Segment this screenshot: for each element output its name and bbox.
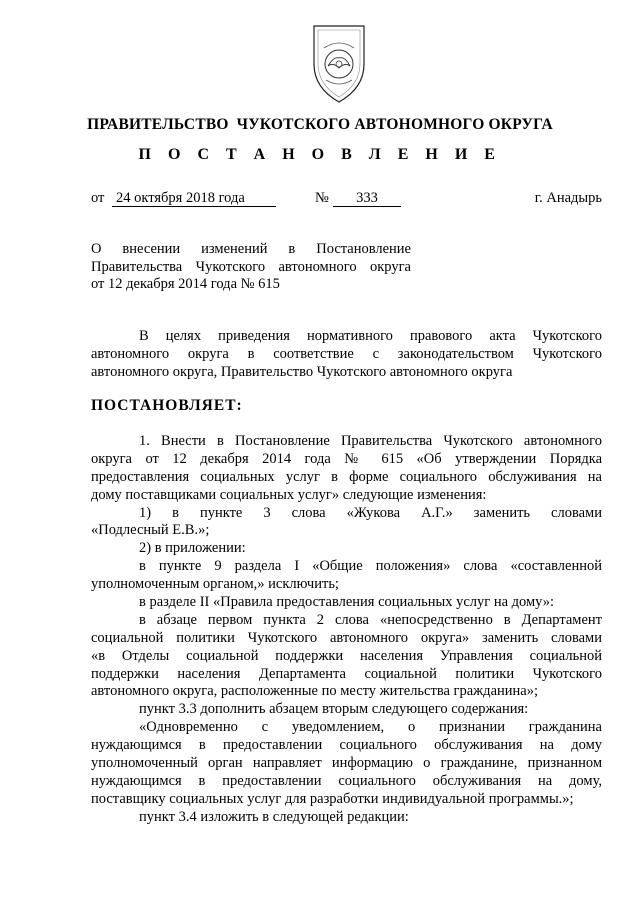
- body-line: поддержки населения Департамента социальной политики Чукотского: [91, 665, 602, 682]
- body-line: округа от 12 декабря 2014 года № 615 «Об утверждении Порядка: [91, 450, 602, 467]
- body-line: автономного округа, расположенные по месту жительства гражданина»;: [91, 683, 538, 700]
- body-line: 1. Внести в Постановление Правительства Чукотского автономного: [139, 433, 602, 449]
- body-line: 1) в пункте 3 слова «Жукова А.Г.» заменить словами: [139, 504, 602, 521]
- subject-line: Правительства Чукотского автономного округа: [91, 258, 411, 275]
- coat-of-arms-emblem: [304, 22, 374, 106]
- preamble-line: автономного округа, Правительство Чукотского автономного округа: [91, 363, 513, 380]
- body-line: «Подлесный Е.В.»;: [91, 522, 210, 539]
- date-number-line: [91, 190, 602, 208]
- body-line: дому поставщиками социальных услуг» следующие изменения:: [91, 486, 487, 503]
- body-line: нуждающимся в предоставлении социального обслуживания на дому: [91, 737, 602, 754]
- body-line: 2) в приложении:: [139, 540, 246, 557]
- body-line: «в Отделы социальной поддержки населения Управления социальной: [91, 647, 602, 664]
- preamble-line: автономного округа в соответствие с законодательством Чукотского: [91, 345, 602, 362]
- body-line: пункт 3.4 изложить в следующей редакции:: [139, 808, 409, 825]
- decree-number: 333: [333, 190, 401, 207]
- preamble-line: В целях приведения нормативного правового акта Чукотского: [139, 328, 602, 344]
- body-line: в разделе II «Правила предоставления социальных услуг на дому»:: [139, 594, 555, 611]
- main-text: [91, 433, 602, 827]
- body-line: «Одновременно с уведомлением, о признании гражданина: [139, 719, 602, 736]
- body-line: уполномоченный орган направляет информацию о гражданине, признанном: [91, 755, 602, 772]
- body-line: уполномоченным органом,» исключить;: [91, 576, 339, 593]
- decree-title: П О С Т А Н О В Л Е Н И Е: [138, 146, 502, 163]
- government-name: [0, 116, 640, 134]
- body-line: в абзаце первом пункта 2 слова «непосредственно в Департамент: [139, 611, 602, 628]
- government-name-word1: ПРАВИТЕЛЬСТВО: [87, 116, 229, 133]
- body-line: нуждающимся в предоставлении социального обслуживания на дому,: [91, 772, 602, 789]
- preamble: [91, 328, 602, 382]
- resolves-heading: ПОСТАНОВЛЯЕТ:: [91, 397, 243, 414]
- city: г. Анадырь: [534, 190, 602, 206]
- body-line: социальной политики Чукотского автономного округа» заменить словами: [91, 629, 602, 646]
- body-line: пункт 3.3 дополнить абзацем вторым следующего содержания:: [139, 701, 529, 718]
- date-prefix: от: [91, 190, 105, 206]
- body-line: предоставления социальных услуг в форме социального обслуживания на: [91, 468, 602, 485]
- subject-line: от 12 декабря 2014 года № 615: [91, 276, 280, 292]
- subject-line: О внесении изменений в Постановление: [91, 241, 411, 257]
- government-name-rest: ЧУКОТСКОГО АВТОНОМНОГО ОКРУГА: [236, 116, 553, 133]
- decree-date: 24 октября 2018 года: [112, 190, 276, 207]
- body-line: поставщику социальных услуг для разработки индивидуальной программы.»;: [91, 790, 574, 807]
- body-line: в пункте 9 раздела I «Общие положения» слова «составленной: [139, 558, 602, 575]
- number-sign: №: [315, 190, 329, 206]
- subject-block: [91, 241, 411, 294]
